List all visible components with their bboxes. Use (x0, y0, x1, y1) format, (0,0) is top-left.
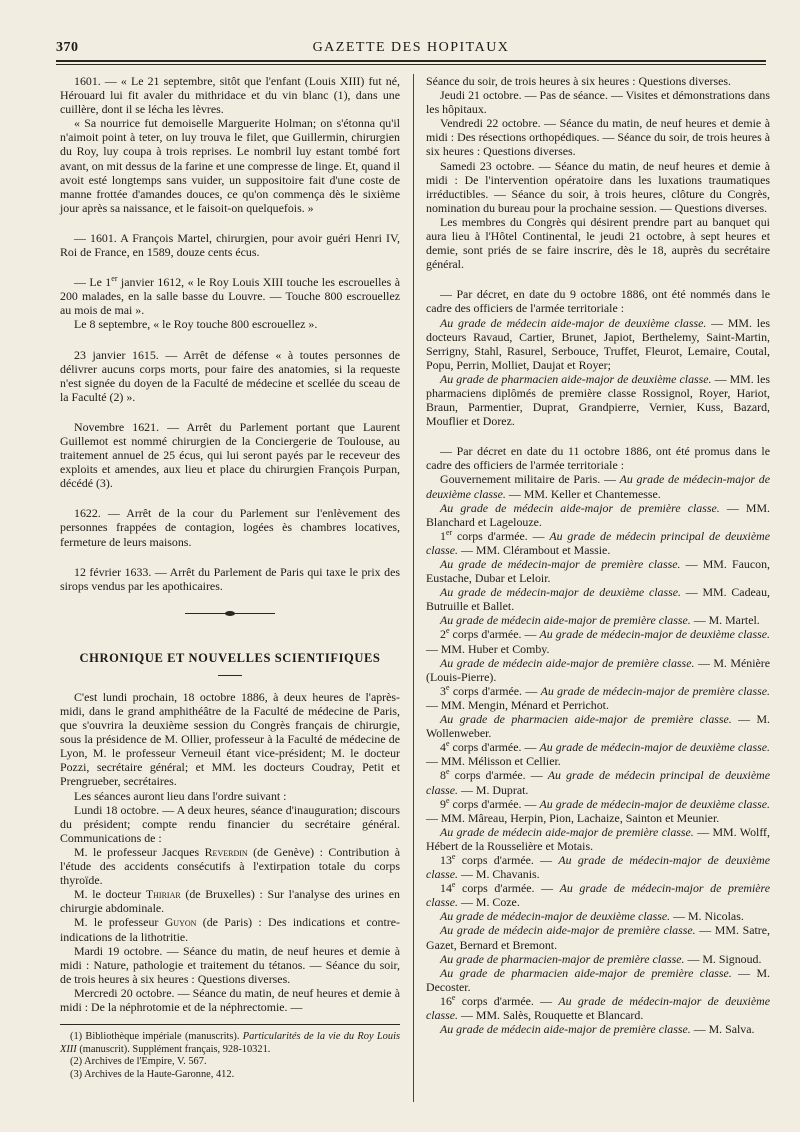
paragraph (426, 797, 770, 825)
text: Au grade de médecin aide-major de première classe. (440, 655, 695, 670)
text: 9 (440, 796, 446, 811)
paragraph: — 1601. A François Martel, chirurgien, pour avoir guéri Henri IV, Roi de France, en 1589, douze cents écus. (60, 230, 400, 260)
paragraph (426, 316, 770, 372)
text: Au grade de médecin aide-major de deuxième classe. (440, 315, 707, 330)
journal-title: GAZETTE DES HOPITAUX (312, 40, 510, 55)
author-name: Reverdin (204, 844, 248, 859)
paragraph (426, 557, 770, 585)
text: Au grade de médecin-major de deuxième classe. (440, 909, 671, 924)
text: — MM. Mélisson et Cellier. (426, 754, 561, 769)
text: Au grade de médecin-major de première classe. (440, 557, 681, 571)
text: — MM. Salès, Rouquette et Blancard. (458, 1008, 644, 1022)
superscript: e (451, 880, 456, 890)
paragraph (426, 768, 770, 796)
text: 13 (440, 852, 452, 867)
text: — M. Ménière (Louis-Pierre). (426, 655, 771, 684)
text: Au grade de médecin-major de deuxième classe. (426, 472, 770, 501)
paragraph (426, 529, 770, 557)
paragraph (426, 825, 770, 853)
text: Au grade de pharmacien-major de première classe. (440, 951, 685, 966)
paragraph: Vendredi 22 octobre. — Séance du matin, de neuf heures et demie à midi : Des résections orthopédiques. — Séance du soir, de trois heures à six heures : Questions diverses. (426, 116, 770, 159)
text: Au grade de pharmacien aide-major de première classe. (440, 965, 732, 980)
title-rule (218, 675, 242, 676)
author-name: Thiriar (145, 887, 181, 902)
paragraph (426, 952, 770, 966)
text: corps d'armée. — (455, 881, 560, 896)
text: — MM. Mâreau, Herpin, Pion, Lachaize, Sainton et Meunier. (426, 810, 720, 825)
paragraph: 1622. — Arrêt de la cour du Parlement sur l'enlèvement des personnes frappées de contagion, logées ès chambres locatives, fermeture de leurs maisons. (60, 506, 400, 549)
paragraph: « Sa nourrice fut demoiselle Marguerite Holman; on s'étonna qu'il n'aimoit point à teter, on luy trouva le filet, que Guillermin, chirurgien du Roy, luy coupa à trois reprises. Le nombril luy estant tombé fort avant, on mit dessus de la farine et une compresse de linge. Et, quand il avoit esté longtemps sans vuider, un suppositoire fait d'une coste de manne frottée d'amandes douces, ce qu'on commença dès le sixième jour après sa naissance, et le faisoit-on quelquefois. » (60, 116, 400, 215)
text: Au grade de pharmacien aide-major de première classe. (440, 712, 732, 727)
author-name: Guyon (164, 915, 197, 930)
paragraph (426, 372, 770, 428)
text: corps d'armée. — (452, 528, 550, 543)
text: Au grade de médecin-major de deuxième classe. (539, 740, 770, 755)
paragraph (426, 966, 770, 994)
text: 2 (440, 627, 446, 642)
paragraph: Le 8 septembre, « le Roy touche 800 escrouellez ». (74, 317, 318, 332)
superscript: e (451, 992, 456, 1002)
paragraph (426, 909, 770, 923)
superscript: e (445, 682, 450, 692)
text: — M. Martel. (690, 613, 760, 628)
text: Au grade de médecin aide-major de première classe. (440, 923, 696, 938)
text: — MM. Cadeau, Butruille et Ballet. (426, 585, 771, 614)
text: corps d'armée. — (455, 993, 559, 1008)
text: — Le 1 (74, 275, 112, 290)
text: — M. Signoud. (684, 951, 762, 966)
text: M. le docteur (74, 887, 146, 902)
paragraph: C'est lundi prochain, 18 octobre 1886, à deux heures de l'après-midi, dans le grand amphithéâtre de la Faculté de médecine de Paris, que s'ouvrira la deuxième session du Congrès français de chirurgie, sous la présidence de M. Ollier, professeur à la Faculté de médecine de Lyon, M. le professeur Verneuil étant vice-président; M. le docteur Pozzi, secrétaire général; et MM. les docteurs Coudray, Petit et Prengrueber, secrétaires. (60, 689, 400, 789)
text: M. le professeur Jacques (74, 844, 205, 859)
text: — MM. Keller et Chantemesse. (505, 486, 661, 501)
paragraph (426, 501, 770, 529)
paragraph (60, 275, 400, 317)
text: Au grade de médecin principal de deuxième classe. (426, 528, 771, 557)
paragraph: Les membres du Congrès qui désirent prendre part au banquet qui aura lieu à l'Hôtel Continental, le jeudi 21 octobre, à sept heures et demie, sont priés de se faire inscrire, dès le 18, auprès du secrétaire général. (426, 214, 770, 272)
ornament-divider (185, 611, 275, 617)
paragraph (426, 853, 770, 881)
text: — M. Salva. (690, 1022, 755, 1037)
page-number: 370 (56, 40, 79, 55)
text: — M. Chavanis. (458, 867, 540, 882)
superscript: e (451, 852, 456, 861)
paragraph: Mardi 19 octobre. — Séance du matin, de neuf heures et demie à midi : Nature, pathologie et traitement du tétanos. — Séance du soir, de trois heures à six heures : Questions diverses. (60, 943, 400, 986)
paragraph (426, 684, 770, 712)
text: Au grade de médecin-major de première classe. (426, 881, 770, 910)
paragraph (426, 1022, 770, 1036)
text: M. le professeur (74, 915, 165, 930)
text: 4 (440, 740, 446, 755)
text: Au grade de médecin aide-major de première classe. (440, 1022, 691, 1037)
text: — M. Wollenweber. (426, 712, 770, 741)
header-rule (56, 60, 766, 62)
paragraph (60, 915, 400, 943)
paragraph (426, 656, 770, 684)
text: Gouvernement militaire de Paris. — (440, 472, 620, 487)
page-header (56, 36, 766, 58)
text: Au grade de médecin-major de première classe. (540, 683, 770, 698)
text: — MM. Huber et Comby. (426, 641, 550, 656)
text: — MM. les pharmaciens diplômés de première classe Rossignol, Royer, Hariot, Braun, Parmentier, Duprat, Grandpierre, Vernier, Kuss, Bazard, Mouflier et Dorez. (426, 371, 770, 429)
text: — MM. les docteurs Ravaud, Cartier, Brunet, Japiot, Berthelemy, Saint-Martin, Serrigny, Stahl, Rasurel, Serbouce, Truffet, Fleurot, Lemaire, Coutal, Popu, Perrin, Molliet, Daujat et Royer; (426, 315, 770, 372)
text: janvier 1612, « le Roy Louis XIII touche les escrouelles à 200 malades, en la salle basse du Louvre. — Touche 800 escrouellez au mois de mai ». (60, 275, 400, 318)
footnote: (3) Archives de la Haute-Garonne, 412. (70, 1068, 235, 1080)
text: 1 (440, 528, 446, 543)
paragraph: — Par décret en date du 11 octobre 1886, ont été promus dans le cadre des officiers de l'armée territoriale : (426, 444, 770, 473)
superscript: e (445, 767, 450, 777)
paragraph (426, 923, 770, 951)
text: 14 (440, 881, 452, 896)
left-column (60, 74, 400, 1081)
text: Au grade de médecin-major de deuxième classe. (440, 585, 682, 600)
superscript: e (445, 739, 450, 749)
text: (de Paris) : Des indications et contre-indications de la lithotritie. (60, 915, 400, 944)
text: Au grade de médecin aide-major de première classe. (440, 824, 694, 839)
text: Au grade de médecin-major de deuxième classe. (426, 993, 770, 1022)
text: 3 (440, 683, 446, 698)
text: Particularités de la vie du Roy Louis XIII (60, 1031, 400, 1055)
paragraph (60, 887, 400, 915)
text: — M. Duprat. (458, 782, 529, 797)
footnote-rule (60, 1024, 400, 1025)
text: corps d'armée. — (449, 627, 540, 642)
superscript: er (445, 527, 453, 537)
text: corps d'armée. — (449, 683, 541, 698)
text: (1) Bibliothèque impériale (manuscrits). (70, 1031, 243, 1043)
header-rule-thin (56, 64, 766, 65)
paragraph: 12 février 1633. — Arrêt du Parlement de Paris qui taxe le prix des sirops vendus par les apothicaires. (60, 564, 400, 593)
footnote: (2) Archives de l'Empire, V. 567. (70, 1056, 207, 1068)
text: — M. Decoster. (426, 965, 770, 994)
paragraph (60, 845, 400, 887)
text: (de Genève) : Contribution à l'étude des accidents consécutifs à l'extirpation totale du corps thyroïde. (60, 844, 400, 888)
text: — MM. Mengin, Ménard et Perrichot. (426, 697, 609, 712)
text: Au grade de médecin-major de deuxième classe. (426, 852, 770, 882)
paragraph: Les séances auront lieu dans l'ordre suivant : (74, 788, 287, 803)
text: corps d'armée. — (449, 740, 540, 755)
paragraph (426, 740, 770, 768)
text: — MM. Faucon, Eustache, Dubar et Leloir. (426, 557, 770, 586)
paragraph: Samedi 23 octobre. — Séance du matin, de neuf heures et demie à midi : De l'intervention opératoire dans les luxations traumatiques irréductibles. — Séance du soir, à trois heures, clôture du Congrès, nomination du bureau pour la prochaine session. — Questions diverses. (426, 158, 770, 215)
paragraph (426, 712, 770, 740)
paragraph (426, 613, 770, 627)
paragraph: Séance du soir, de trois heures à six heures : Questions diverses. (426, 74, 731, 88)
paragraph (426, 994, 770, 1022)
text: — MM. Satre, Gazet, Bernard et Bremont. (426, 923, 770, 952)
text: 16 (440, 993, 452, 1008)
paragraph (426, 585, 770, 613)
footnote (60, 1031, 400, 1056)
text: Au grade de pharmacien aide-major de deuxième classe. (440, 371, 712, 386)
paragraph: 1601. — « Le 21 septembre, sitôt que l'enfant (Louis XIII) fut né, Hérouard lui fit avaler du mithridace et du vin blanc (1), dans une cuillère, dont il se lécha les lèvres. (60, 74, 400, 117)
text: corps d'armée. — (449, 768, 548, 783)
paragraph (426, 627, 770, 655)
paragraph: 23 janvier 1615. — Arrêt de défense « à toutes personnes de délivrer aucuns corps morts, pour faire des anatomies, si la requeste n'est signée du doyen de la Faculté de médecine et scellée du sceau de la Faculté (2) ». (60, 347, 400, 404)
paragraph: Lundi 18 octobre. — A deux heures, séance d'inauguration; discours du président; compte rendu financier du secrétaire général. Communications de : (60, 802, 400, 845)
text: — M. Nicolas. (670, 909, 744, 924)
text: Au grade de médecin-major de deuxième classe. (539, 627, 770, 642)
superscript: er (111, 274, 118, 284)
paragraph: Novembre 1621. — Arrêt du Parlement portant que Laurent Guillemot est nommé chirurgien de la Conciergerie de Toulouse, au traitement annuel de 25 écus, qui lui seront payés par le receveur des exploits et amendes, aux lieu et place du chirurgien François Purpan, décédé (3). (60, 419, 400, 491)
paragraph: Mercredi 20 octobre. — Séance du matin, de neuf heures et demie à midi : De la néphrotomie et de la néphrectomie. — (60, 985, 400, 1014)
footnotes (60, 1031, 400, 1081)
text: — MM. Blanchard et Lagelouze. (426, 500, 770, 529)
text: — MM. Clérambout et Massie. (458, 542, 611, 557)
text: corps d'armée. — (449, 796, 540, 811)
section-title: CHRONIQUE ET NOUVELLES SCIENTIFIQUES (79, 650, 381, 665)
paragraph (426, 881, 770, 909)
text: (manuscrit). Supplément français, 928-10321. (76, 1043, 271, 1055)
text: 8 (440, 768, 446, 783)
right-column (426, 74, 770, 1036)
text: — MM. Wolff, Hébert de la Rousselière et Motais. (426, 824, 770, 853)
paragraph: — Par décret, en date du 9 octobre 1886, ont été nommés dans le cadre des officiers de l'armée territoriale : (426, 287, 770, 316)
text: Au grade de médecin-major de deuxième classe. (539, 796, 770, 811)
text: corps d'armée. — (455, 852, 559, 867)
paragraph (426, 472, 770, 500)
superscript: e (445, 626, 450, 636)
text: Au grade de médecin aide-major de première classe. (440, 500, 720, 515)
text: Au grade de médecin principal de deuxième classe. (426, 768, 771, 797)
superscript: e (445, 795, 450, 805)
column-divider (413, 74, 414, 1102)
text: — M. Coze. (458, 895, 520, 910)
text: Au grade de médecin aide-major de première classe. (440, 613, 691, 628)
text: (de Bruxelles) : Sur l'analyse des urines en chirurgie abdominale. (60, 887, 400, 916)
paragraph: Jeudi 21 octobre. — Pas de séance. — Visites et démonstrations dans les hôpitaux. (426, 88, 770, 117)
